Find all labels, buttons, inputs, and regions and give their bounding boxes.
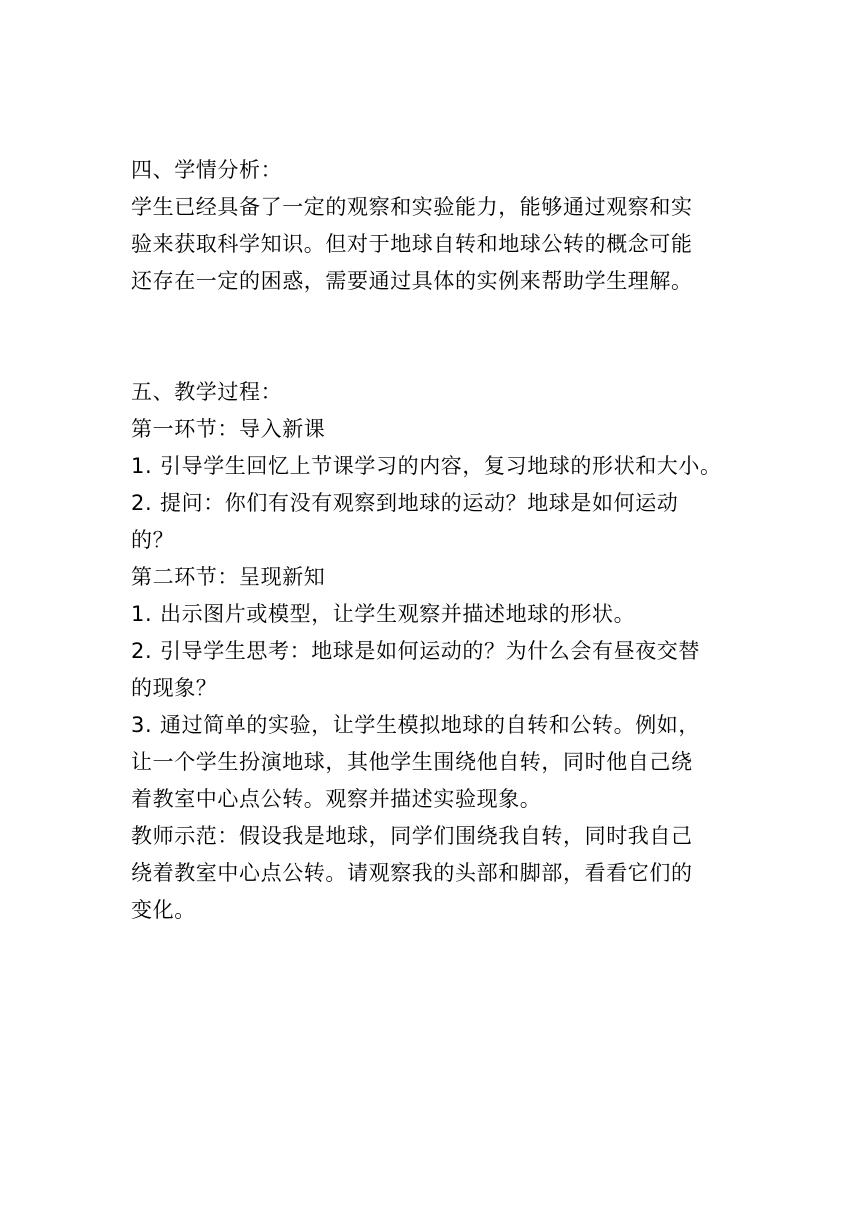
item-number: 1. xyxy=(131,602,153,626)
list-item xyxy=(131,596,756,633)
item-text: 提问：你们有没有观察到地球的运动？地球是如何运动 xyxy=(160,491,679,515)
item-number: 3. xyxy=(131,713,153,737)
list-item xyxy=(131,485,756,522)
paragraph-line: 学生已经具备了一定的观察和实验能力，能够通过观察和实 xyxy=(131,195,693,219)
list-item-continuation: 着教室中心点公转。观察并描述实验现象。 xyxy=(131,787,542,811)
item-text: 出示图片或模型，让学生观察并描述地球的形状。 xyxy=(160,602,636,626)
blank-line xyxy=(131,337,756,374)
item-text: 引导学生回忆上节课学习的内容，复习地球的形状和大小。 xyxy=(160,454,722,478)
demo-paragraph-line: 教师示范：假设我是地球，同学们围绕我自转，同时我自己 xyxy=(131,824,693,848)
item-number: 2. xyxy=(131,491,153,515)
paragraph-line: 还存在一定的困惑，需要通过具体的实例来帮助学生理解。 xyxy=(131,269,693,293)
item-text: 通过简单的实验，让学生模拟地球的自转和公转。例如， xyxy=(160,713,700,737)
paragraph-line: 验来获取科学知识。但对于地球自转和地球公转的概念可能 xyxy=(131,232,693,256)
list-item xyxy=(131,707,756,744)
section-heading-student-analysis: 四、学情分析： xyxy=(131,158,283,182)
item-number: 1. xyxy=(131,454,153,478)
item-number: 2. xyxy=(131,639,153,663)
list-item-continuation: 的现象？ xyxy=(131,676,218,700)
step-title: 第一环节：导入新课 xyxy=(131,417,326,441)
document-content xyxy=(131,152,756,929)
item-text: 引导学生思考：地球是如何运动的？为什么会有昼夜交替 xyxy=(160,639,700,663)
list-item-continuation: 让一个学生扮演地球，其他学生围绕他自转，同时他自己绕 xyxy=(131,750,693,774)
section-heading-teaching-process: 五、教学过程： xyxy=(131,380,283,404)
list-item xyxy=(131,633,756,670)
list-item-continuation: 的？ xyxy=(131,528,175,552)
blank-line xyxy=(131,300,756,337)
list-item xyxy=(131,448,756,485)
demo-paragraph-line: 变化。 xyxy=(131,898,196,922)
demo-paragraph-line: 绕着教室中心点公转。请观察我的头部和脚部，看看它们的 xyxy=(131,861,693,885)
step-title: 第二环节：呈现新知 xyxy=(131,565,326,589)
